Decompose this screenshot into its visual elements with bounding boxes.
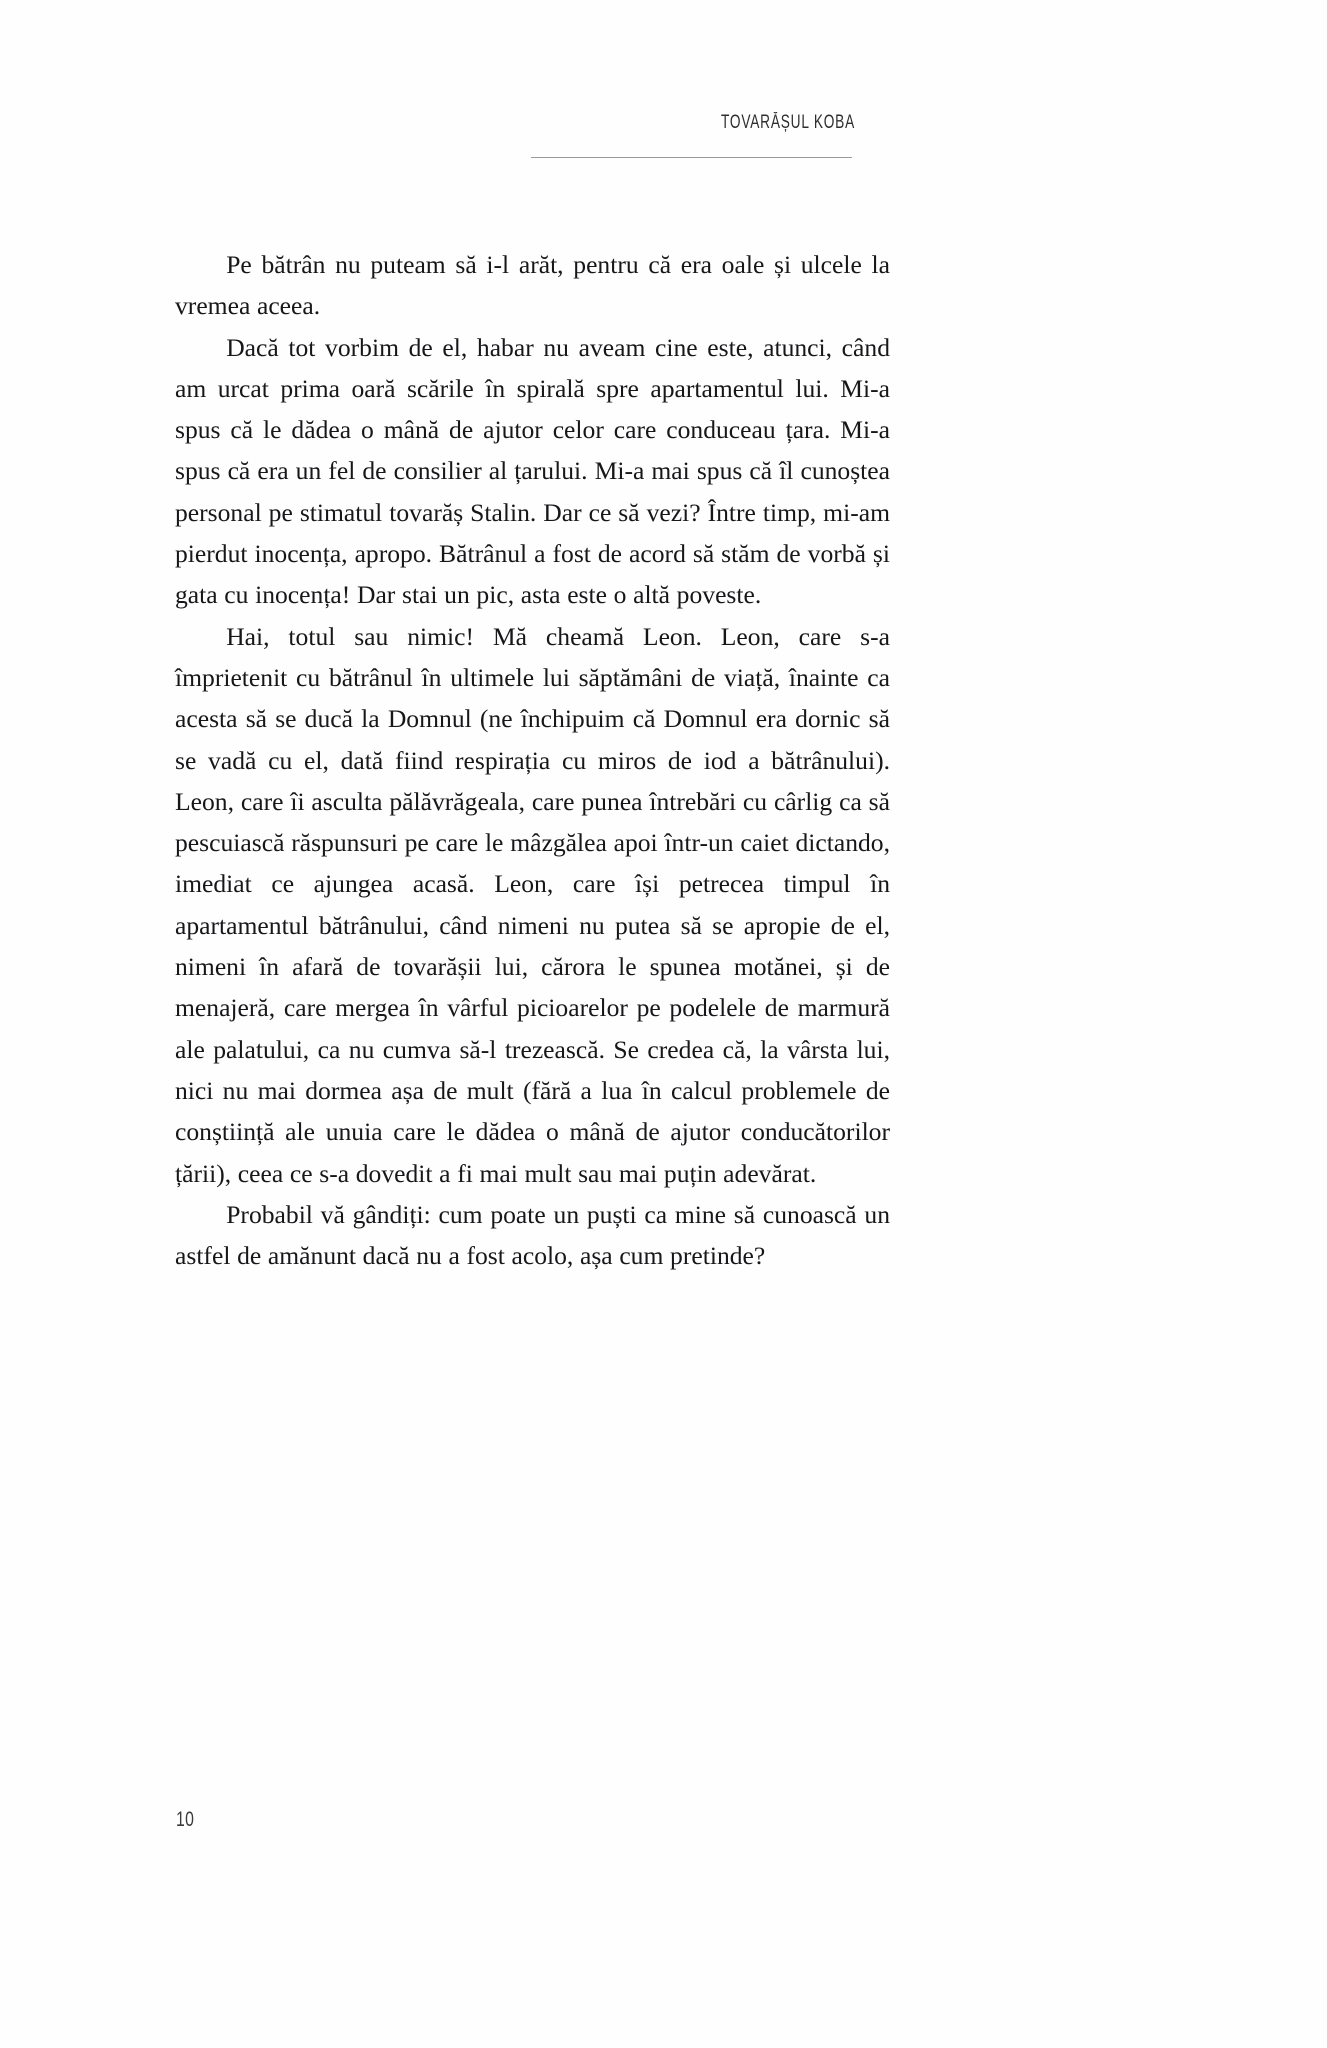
paragraph: Dacă tot vorbim de el, habar nu aveam cine este, atunci, când am urcat prima oară scările în spirală spre apartamentul lui. Mi-a spus că le dădea o mână de ajutor celor care conduceau țara. Mi-a spus că era un fel de consilier al țarului. Mi-a mai spus că îl cunoștea personal pe stimatul tovarăș Stalin. Dar ce să vezi? Între timp, mi-am pierdut inocența, apropo. Bătrânul a fost de acord să stăm de vorbă și gata cu inocența! Dar stai un pic, asta este o altă poveste.: [175, 332, 890, 610]
running-head-title: TOVARĂȘUL KOBA: [721, 112, 855, 133]
paragraph: Probabil vă gândiți: cum poate un puști ca mine să cunoască un astfel de amănunt dacă nu a fost acolo, așa cum pretinde?: [175, 1199, 890, 1271]
body-text-column: [175, 244, 890, 1276]
paragraph: Pe bătrân nu puteam să i-l arăt, pentru că era oale și ulcele la vremea aceea.: [175, 250, 890, 321]
page-header: [0, 112, 1327, 192]
page-number: 10: [176, 1808, 195, 1831]
header-divider-rule: [531, 157, 852, 158]
paragraph: Hai, totul sau nimic! Mă cheamă Leon. Leon, care s-a împrietenit cu bătrânul în ultimele lui săptămâni de viață, înainte ca acesta să se ducă la Domnul (ne închipuim că Domnul era dornic să se vadă cu el, dată fiind respirația cu miros de iod a bătrânului). Leon, care îi asculta pălăvrăgeala, care punea întrebări cu cârlig ca să pescuiască răspunsuri pe care le mâzgălea apoi într-un caiet dictando, imediat ce ajungea acasă. Leon, care își petrecea timpul în apartamentul bătrânului, când nimeni nu putea să se apropie de el, nimeni în afară de tovarășii lui, cărora le spunea motănei, și de menajeră, care mergea în vârful picioarelor pe podelele de marmură ale palatului, ca nu cumva să-l trezească. Se credea că, la vârsta lui, nici nu mai dormea așa de mult (fără a lua în calcul problemele de conștiință ale unuia care le dădea o mână de ajutor conducătorilor țării), ceea ce s-a dovedit a fi mai mult sau mai puțin adevărat.: [175, 621, 890, 1188]
